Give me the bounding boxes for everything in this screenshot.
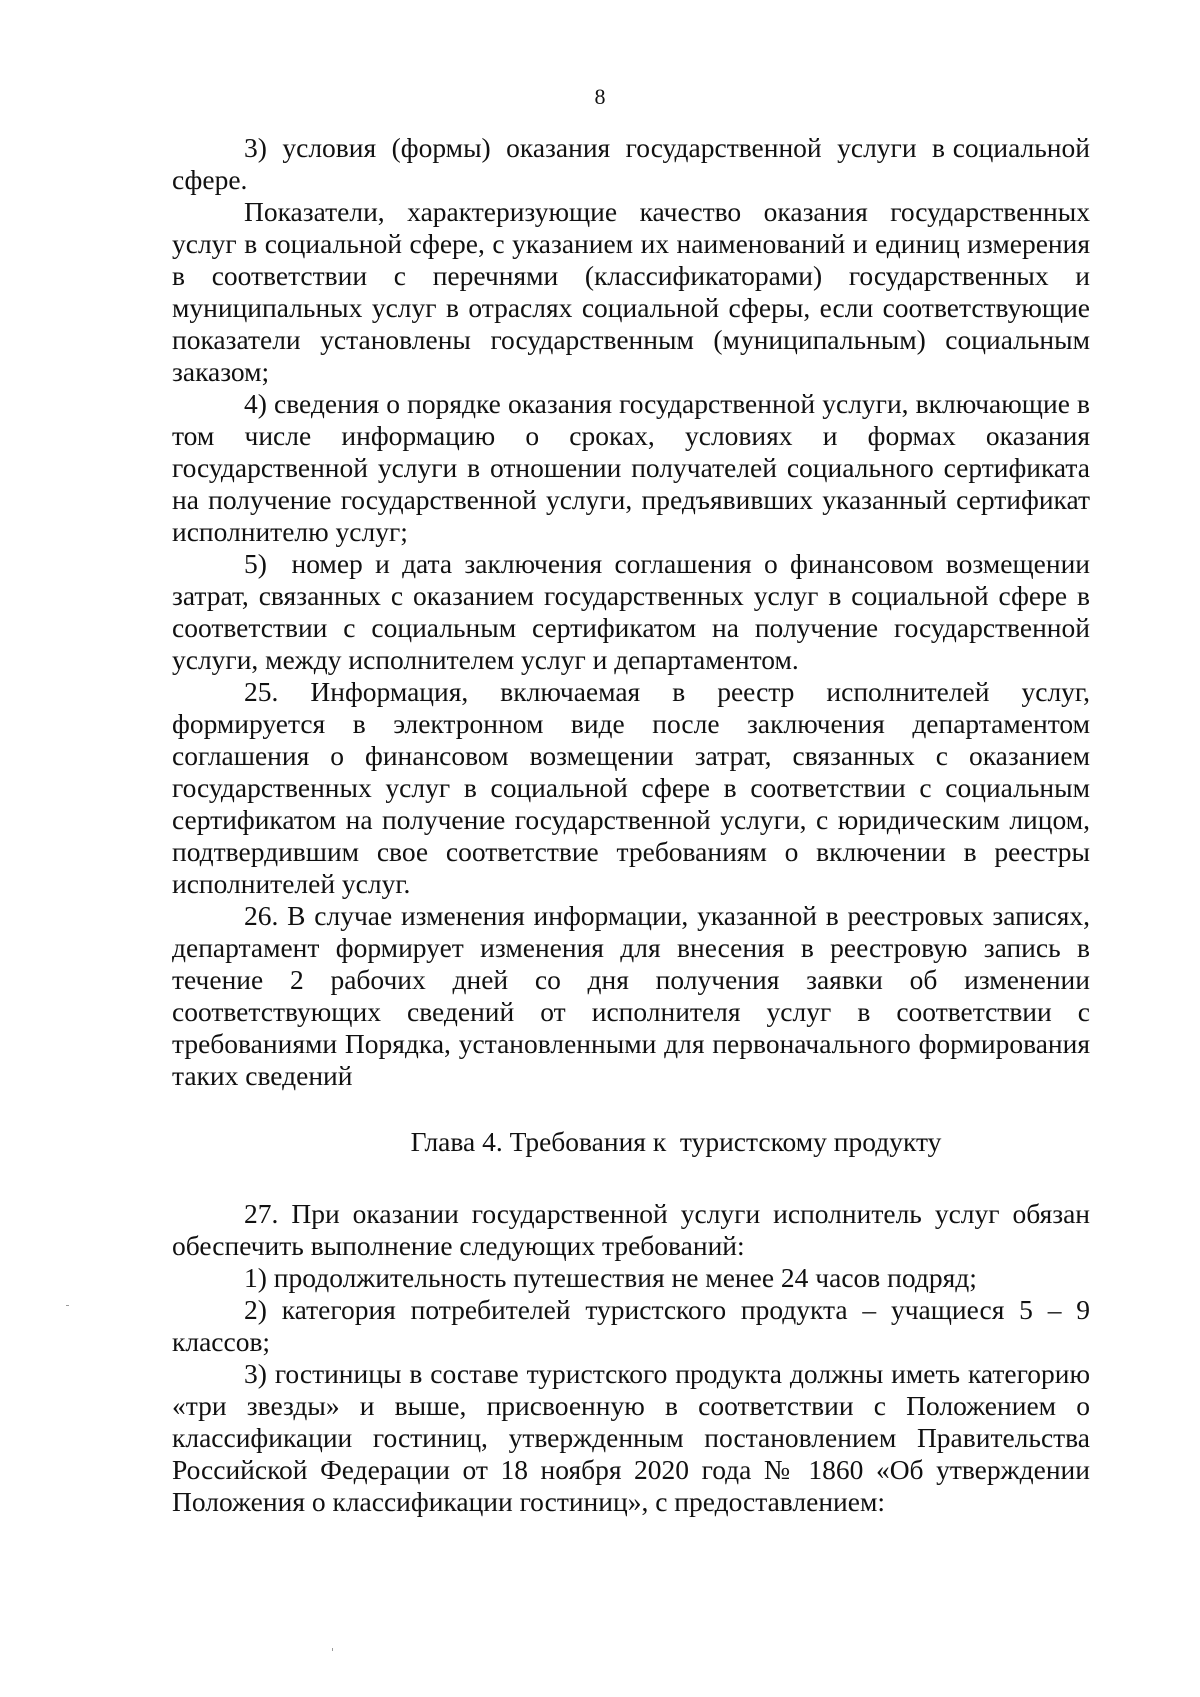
document-body	[172, 132, 1090, 1518]
paragraph-quality-indicators: Показатели, характеризующие качество оказания государственных услуг в социальной сфере, с указанием их наименований и единиц измерения в соответствии с перечнями (классификаторами) государственных и муниципальных услуг в отраслях социальной сферы, если соответствующие показатели установлены государственным (муниципальным) социальным заказом;	[172, 196, 1090, 387]
requirement-item-3-hotels: 3) гостиницы в составе туристского продукта должны иметь категорию «три звезды» и выше, присвоенную в соответствии с Положением о классификации гостиниц, утвержденным постановлением Правительства Российской Федерации от 18 ноября 2020 года № 1860 «Об утверждении Положения о классификации гостиниц», с предоставлением:	[172, 1358, 1090, 1517]
paragraph-27-requirements: 27. При оказании государственной услуги исполнитель услуг обязан обеспечить выполнение следующих требований:	[172, 1198, 1090, 1261]
paragraph-26-registry-changes: 26. В случае изменения информации, указанной в реестровых записях, департамент формирует изменения для внесения в реестровую запись в течение 2 рабочих дней со дня получения заявки об изменении соответствующих сведений от исполнителя услуг в соответствии с требованиями Порядка, установленными для первоначального формирования таких сведений	[172, 900, 1090, 1091]
requirement-item-2-consumers: 2) категория потребителей туристского продукта – учащиеся 5 – 9 классов;	[172, 1294, 1090, 1357]
paragraph-item-5-agreement: 5) номер и дата заключения соглашения о финансовом возмещении затрат, связанных с оказанием государственных услуг в социальной сфере в соответствии с социальным сертификатом на получение государственной услуги, между исполнителем услуг и департаментом.	[172, 548, 1090, 675]
paragraph-25-registry-info: 25. Информация, включаемая в реестр исполнителей услуг, формируется в электронном виде после заключения департаментом соглашения о финансовом возмещении затрат, связанных с оказанием государственных услуг в социальной сфере в соответствии с социальным сертификатом на получение государственной услуги, с юридическим лицом, подтвердившим свое соответствие требованиям о включении в реестры исполнителей услуг.	[172, 676, 1090, 899]
scan-speck	[332, 1648, 333, 1651]
paragraph-item-4-procedure: 4) сведения о порядке оказания государственной услуги, включающие в том числе информацию о сроках, условиях и формах оказания государственной услуги в отношении получателей социального сертификата на получение государственной услуги, предъявивших указанный сертификат исполнителю услуг;	[172, 388, 1090, 547]
requirement-item-1-duration: 1) продолжительность путешествия не менее 24 часов подряд;	[244, 1262, 977, 1293]
paragraph-item-3-conditions: 3) условия (формы) оказания государственной услуги в социальной сфере.	[172, 132, 1090, 195]
scan-speck	[66, 1305, 69, 1306]
chapter-heading: Глава 4. Требования к туристскому продукту	[410, 1126, 942, 1157]
page-number: 8	[594, 84, 606, 109]
